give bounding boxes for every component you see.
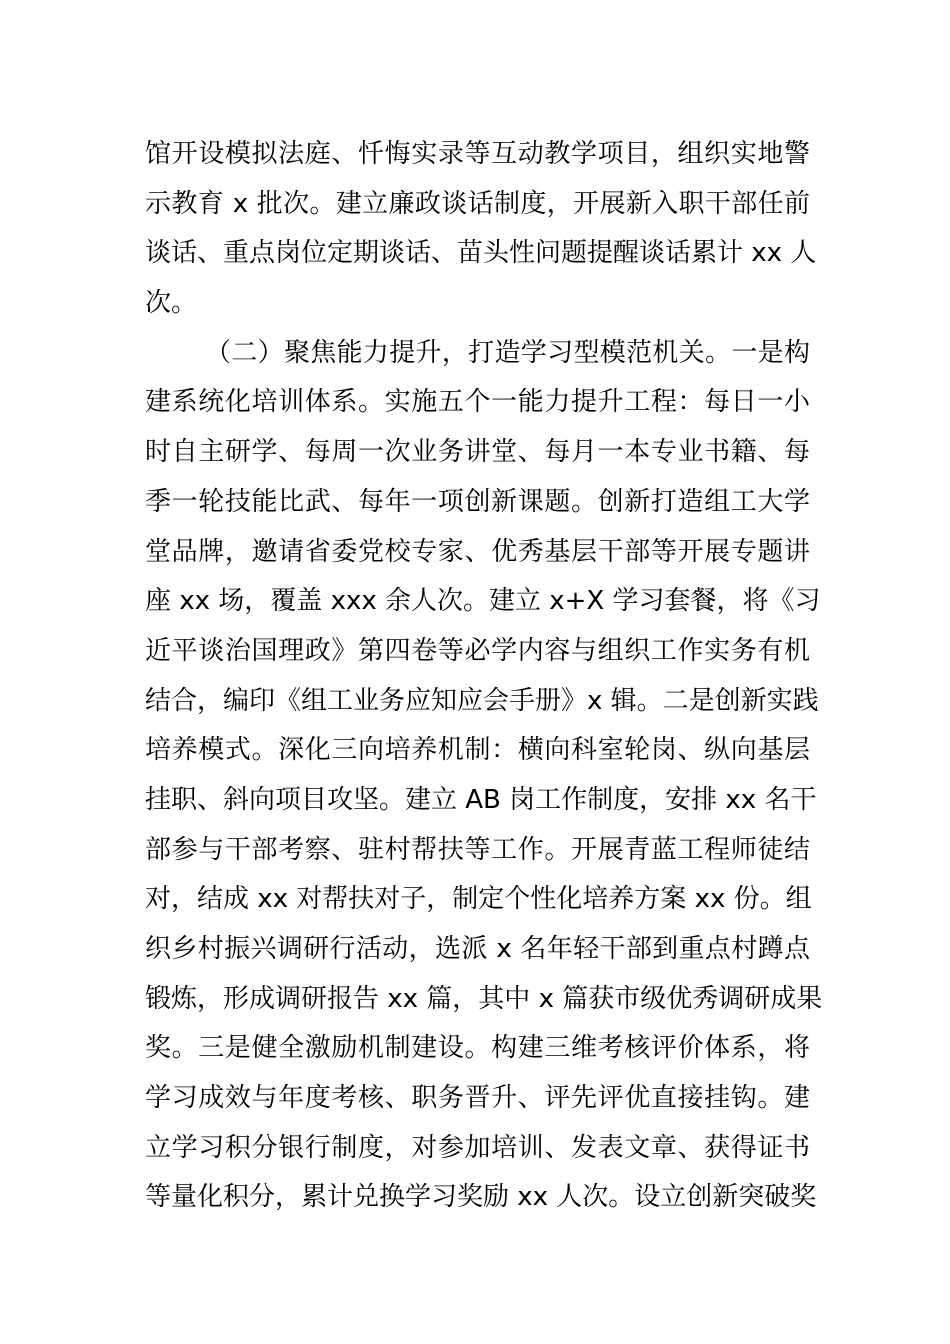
text-line: 时自主研学、每周一次业务讲堂、每月一本专业书籍、每 — [145, 437, 810, 468]
text-line: 馆开设模拟法庭、忏悔实录等互动教学项目，组织实地警 — [145, 139, 810, 169]
text-line: 挂职、斜向项目攻坚。建立 AB 岗工作制度，安排 xx 名干 — [145, 784, 817, 815]
text-line: 学习成效与年度考核、职务晋升、评先评优直接挂钩。建 — [145, 1083, 810, 1114]
text-line: 锻炼，形成调研报告 xx 篇，其中 x 篇获市级优秀调研成果 — [145, 983, 823, 1014]
text-line: 结合，编印《组工业务应知应会手册》x 辑。二是创新实践 — [145, 685, 819, 716]
text-line: 织乡村振兴调研行活动，选派 x 名年轻干部到重点村蹲点 — [145, 934, 810, 964]
text-line: 等量化积分，累计兑换学习奖励 xx 人次。设立创新突破奖 — [145, 1182, 817, 1213]
text-line: 立学习积分银行制度，对参加培训、发表文章、获得证书 — [145, 1132, 810, 1163]
text-line: 近平谈治国理政》第四卷等必学内容与组织工作实务有机 — [145, 635, 810, 666]
text-line: 季一轮技能比武、每年一项创新课题。创新打造组工大学 — [145, 486, 810, 517]
text-line: 培养模式。深化三向培养机制：横向科室轮岗、纵向基层 — [145, 735, 810, 766]
text-line: 示教育 x 批次。建立廉政谈话制度，开展新入职干部任前 — [145, 188, 810, 219]
text-line: 座 xx 场，覆盖 xxx 余人次。建立 x+X 学习套餐，将《习 — [145, 586, 821, 617]
text-line: 建系统化培训体系。实施五个一能力提升工程：每日一小 — [145, 387, 810, 418]
text-line: 部参与干部考察、驻村帮扶等工作。开展青蓝工程师徒结 — [145, 834, 810, 865]
section-heading-line: （二）聚焦能力提升，打造学习型模范机关。一是构 — [205, 337, 810, 368]
text-line: 奖。三是健全激励机制建设。构建三维考核评价体系，将 — [145, 1033, 810, 1064]
text-line: 次。 — [145, 288, 198, 319]
body-text — [145, 130, 823, 1223]
text-line: 谈话、重点岗位定期谈话、苗头性问题提醒谈话累计 xx 人 — [145, 238, 817, 269]
text-line: 对，结成 xx 对帮扶对子，制定个性化培养方案 xx 份。组 — [145, 884, 812, 915]
text-line: 堂品牌，邀请省委党校专家、优秀基层干部等开展专题讲 — [145, 536, 810, 567]
